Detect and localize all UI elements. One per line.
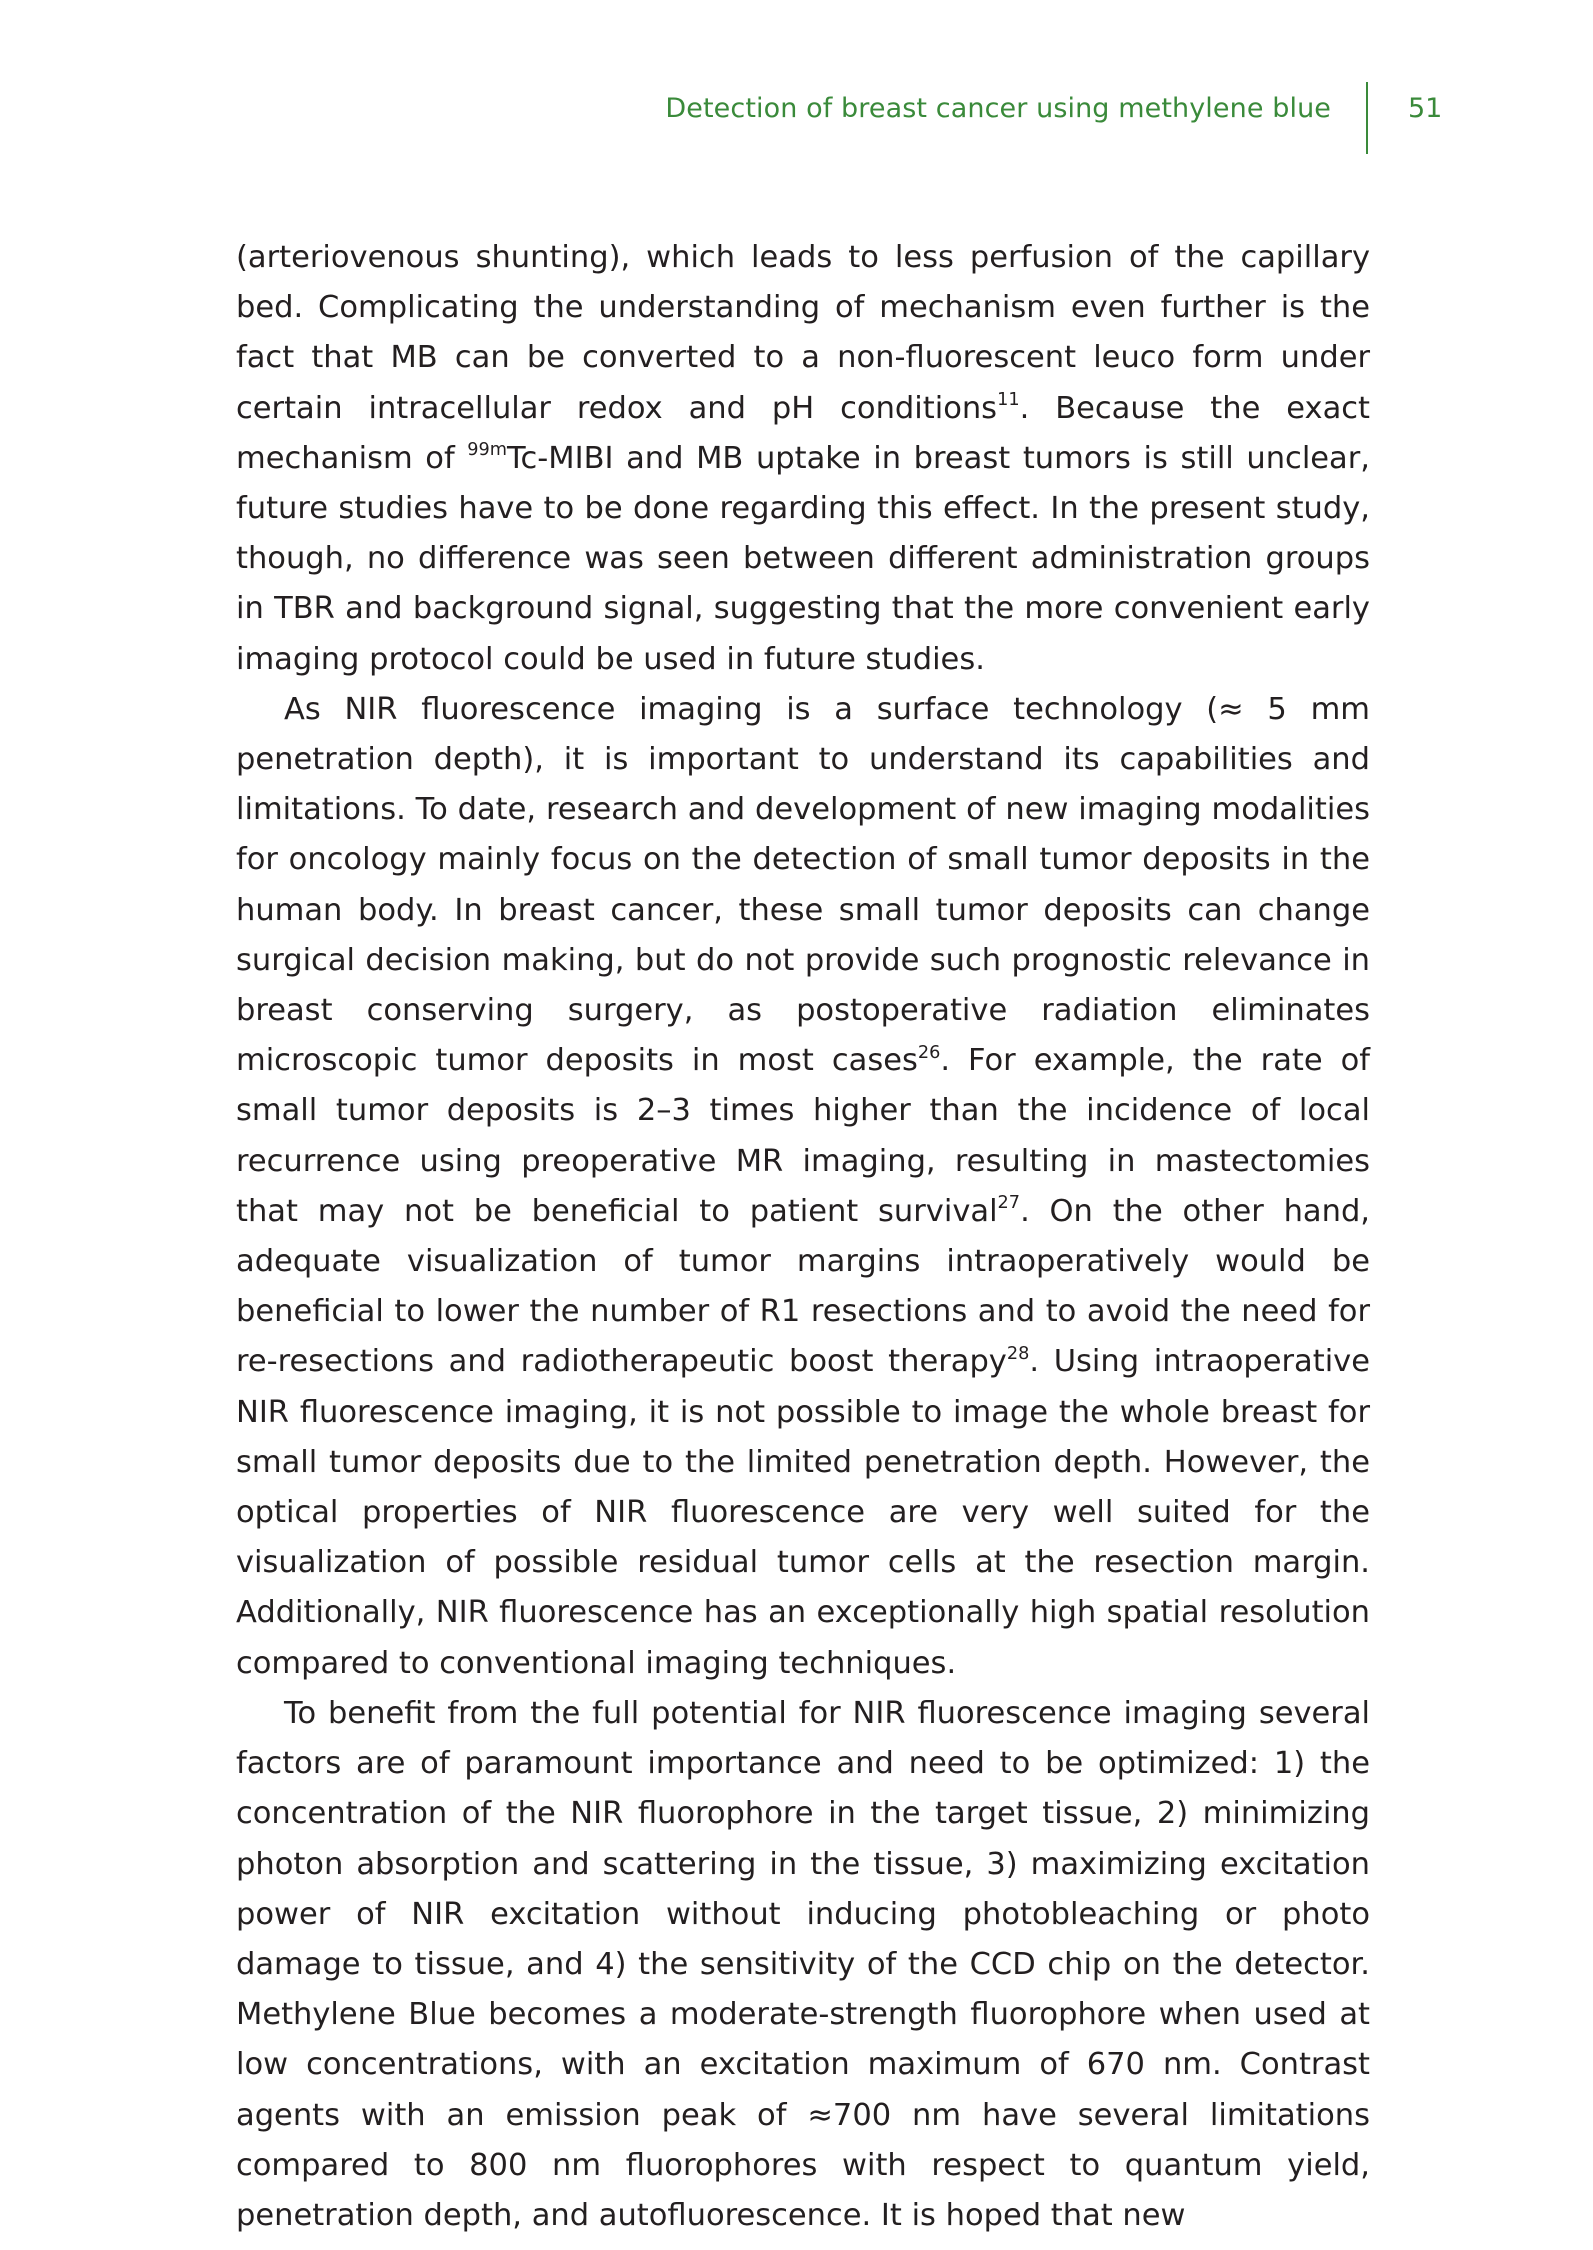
paragraph-2-text-b: . For example, the rate of small tumor deposits is 2–3 times higher than the incidence of local recurrence using preoperative MR imaging, resulting in mastectomies that may not be beneficial to patient survival [236,1043,1370,1229]
paragraph-2-text-a: As NIR fluorescence imaging is a surface technology (≈ 5 mm penetration depth), it is important to understand its capabilities and limitations. To date, research and development of new imaging modalities for oncology mainly focus on the detection of small tumor deposits in the human body. In breast cancer, these small tumor deposits can change surgical decision making, but do not provide such prognostic relevance in breast conserving surgery, as postoperative radiation eliminates microscopic tumor deposits in most cases [236,691,1370,1079]
running-header-title: Detection of breast cancer using methylene blue [665,93,1331,124]
paragraph-1 [236,233,1370,685]
paragraph-3 [236,1689,1370,2241]
reference-28: 28 [1006,1343,1030,1364]
paragraph-2 [236,685,1370,1689]
paragraph-1-text-b: . Because the exact mechanism of [236,390,1370,476]
paragraph-2-text-c: . On the other hand, adequate visualization of tumor margins intraoperatively would be beneficial to lower the number of R1 resections and to avoid the need for re-resections and radiotherapeutic boost therapy [236,1193,1370,1380]
reference-27: 27 [997,1193,1021,1214]
header-divider [1366,82,1368,154]
paragraph-3-text: To benefit from the full potential for NIR fluorescence imaging several factors are of paramount importance and need to be optimized: 1) the concentration of the NIR fluorophore in the target tissue, 2) minimizing photon absorption and scattering in the tissue, 3) maximizing excitation power of NIR excitation without inducing photobleaching or photo damage to tissue, and 4) the sensitivity of the CCD chip on the detector. Methylene Blue becomes a moderate-strength fluorophore when used at low concentrations, with an excitation maximum of 670 nm. Contrast agents with an emission peak of ≈700 nm have several limitations compared to 800 nm fluorophores with respect to quantum yield, penetration depth, and autofluorescence. It is hoped that new [236,1695,1370,2233]
body-text [236,233,1370,2241]
paragraph-2-text-d: . Using intraoperative NIR fluorescence imaging, it is not possible to image the whole breast for small tumor deposits due to the limited penetration depth. However, the optical properties of NIR fluorescence are very well suited for the visualization of possible residual tumor cells at the resection margin. Additionally, NIR fluorescence has an exceptionally high spatial resolution compared to conventional imaging techniques. [236,1344,1370,1681]
isotope-superscript: 99m [467,440,508,461]
page-number: 51 [1408,93,1443,124]
reference-11: 11 [997,389,1020,410]
paragraph-1-text-a: (arteriovenous shunting), which leads to less perfusion of the capillary bed. Complicating the understanding of mechanism even further is the fact that MB can be converted to a non-fluorescent leuco form under certain intracellular redox and pH conditions [236,240,1370,426]
paragraph-1-text-c: Tc-MIBI and MB uptake in breast tumors is still unclear, future studies have to be done regarding this effect. In the present study, though, no difference was seen between different administration groups in TBR and background signal, suggesting that the more convenient early imaging protocol could be used in future studies. [236,440,1370,677]
reference-26: 26 [917,1042,941,1063]
